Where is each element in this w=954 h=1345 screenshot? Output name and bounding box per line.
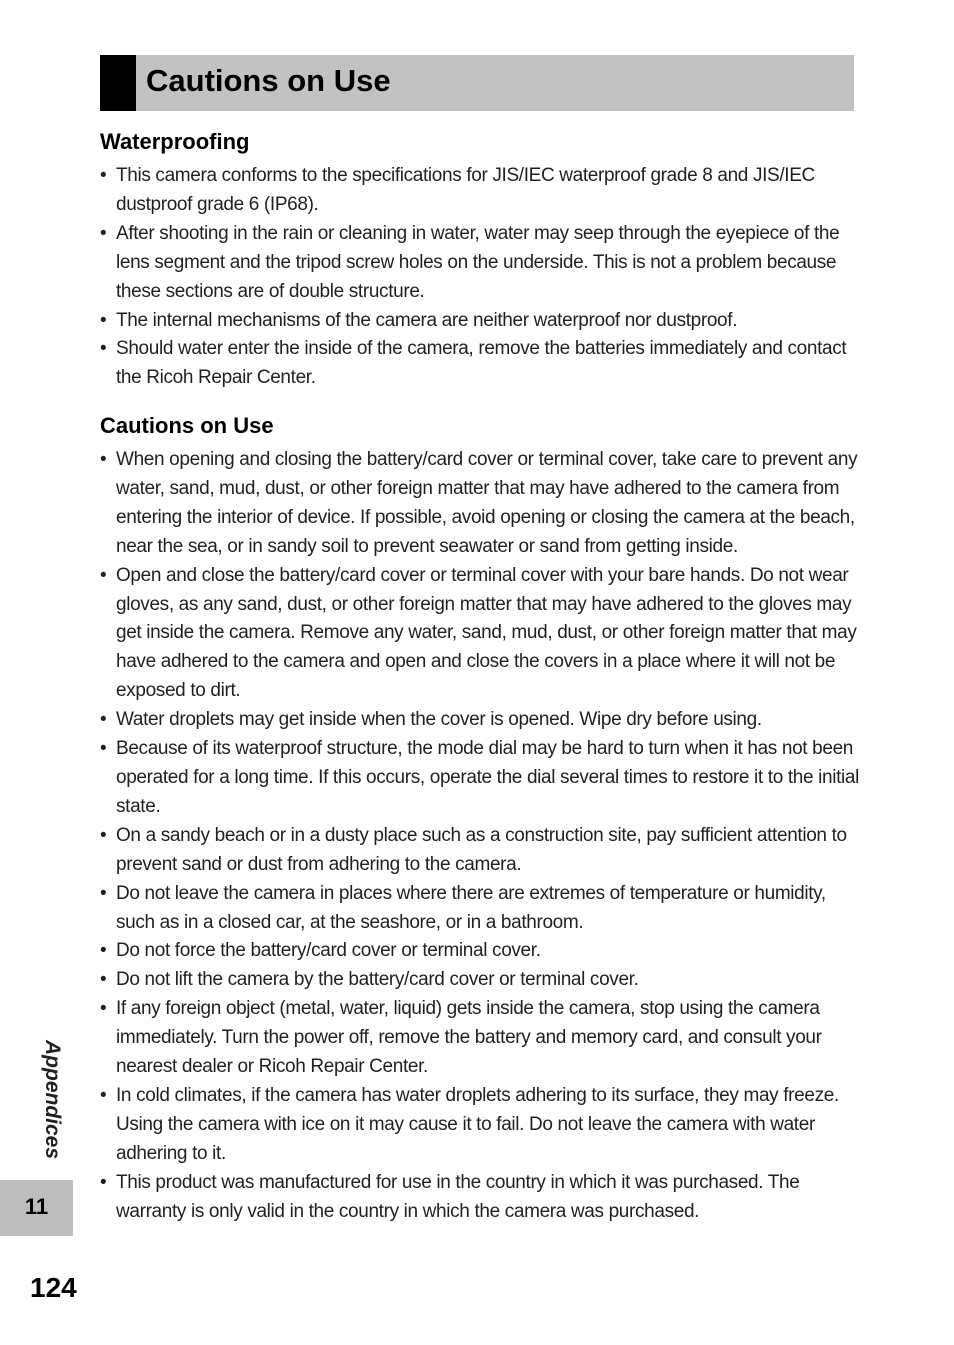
list-item-text: The internal mechanisms of the camera are neither waterproof nor dustproof.: [116, 309, 738, 331]
list-item: • On a sandy beach or in a dusty place such as a construction site, pay sufficient attention to prevent sand or dust from adhering to the camera.: [100, 824, 847, 875]
chapter-name: Appendices: [41, 1040, 64, 1160]
list-item: • Open and close the battery/card cover or terminal cover with your bare hands. Do not wear gloves, as any sand, dust, or other foreign matter that may have adhered to the gloves may get inside the camera. Remove any water, sand, mud, dust, or other foreign matter that may have adhered to the camera and open and close the covers in a place where it will not be exposed to dirt.: [100, 564, 857, 702]
list-item-text: Because of its waterproof structure, the mode dial may be hard to turn when it has not been operated for a long time. If this occurs, operate the dial several times to restore it to the initial state.: [116, 738, 859, 817]
list-item: • This product was manufactured for use in the country in which it was purchased. The warranty is only valid in the country in which the camera was purchased.: [100, 1171, 800, 1222]
list-item: • If any foreign object (metal, water, liquid) gets inside the camera, stop using the camera immediately. Turn the power off, remove the battery and memory card, and consult your nearest dealer or Ricoh Repair Center.: [100, 998, 822, 1078]
list-item-text: This product was manufactured for use in the country in which it was purchased. The warranty is only valid in the country in which the camera was purchased.: [116, 1171, 800, 1222]
list-item-text: If any foreign object (metal, water, liquid) gets inside the camera, stop using the camera immediately. Turn the power off, remove the battery and memory card, and consult your nearest dealer or Ricoh Repair Center.: [116, 998, 822, 1078]
list-item: • The internal mechanisms of the camera are neither waterproof nor dustproof.: [100, 309, 738, 331]
page-number: 124: [30, 1272, 77, 1303]
list-item-text: In cold climates, if the camera has water droplets adhering to its surface, they may freeze. Using the camera with ice on it may cause it to fail. Do not leave the camera with water adhering to it.: [116, 1084, 839, 1164]
list-item-text: Should water enter the inside of the camera, remove the batteries immediately and contact the Ricoh Repair Center.: [116, 338, 847, 389]
section-cautions: [100, 412, 860, 1226]
page-title-bar: [100, 55, 854, 111]
list-item-text: Do not force the battery/card cover or terminal cover.: [116, 940, 541, 962]
list-item: • After shooting in the rain or cleaning in water, water may seep through the eyepiece of the lens segment and the tripod screw holes on the underside. This is not a problem because these sections are of double structure.: [100, 222, 840, 302]
list-item: • In cold climates, if the camera has water droplets adhering to its surface, they may freeze. Using the camera with ice on it may cause it to fail. Do not leave the camera with water adhering to it.: [100, 1084, 839, 1164]
section-heading: Cautions on Use: [100, 413, 274, 438]
list-item-text: Water droplets may get inside when the cover is opened. Wipe dry before using.: [116, 709, 762, 731]
title-marker: [100, 55, 136, 111]
page-title: Cautions on Use: [146, 63, 391, 98]
list-item: • Water droplets may get inside when the cover is opened. Wipe dry before using.: [100, 709, 762, 731]
bullet-list: [100, 162, 860, 393]
chapter-tab: [0, 1180, 73, 1236]
section-heading: Waterproofing: [100, 129, 250, 154]
list-item-text: When opening and closing the battery/card cover or terminal cover, take care to prevent any water, sand, mud, dust, or other foreign matter that may have adhered to the camera from entering the interior of device. If possible, avoid opening or closing the camera at the beach, near the sea, or in sandy soil to prevent seawater or sand from getting inside.: [116, 449, 858, 557]
list-item-text: Open and close the battery/card cover or terminal cover with your bare hands. Do not wear gloves, as any sand, dust, or other foreign matter that may have adhered to the gloves may get inside the camera. Remove any water, sand, mud, dust, or other foreign matter that may have adhered to the camera and open and close the covers in a place where it will not be exposed to dirt.: [116, 564, 857, 702]
list-item-text: Do not lift the camera by the battery/card cover or terminal cover.: [116, 969, 639, 991]
list-item: • Do not leave the camera in places where there are extremes of temperature or humidity, such as in a closed car, at the seashore, or in a bathroom.: [100, 882, 826, 933]
list-item: • When opening and closing the battery/card cover or terminal cover, take care to prevent any water, sand, mud, dust, or other foreign matter that may have adhered to the camera from entering the interior of device. If possible, avoid opening or closing the camera at the beach, near the sea, or in sandy soil to prevent seawater or sand from getting inside.: [100, 449, 858, 557]
list-item-text: This camera conforms to the specifications for JIS/IEC waterproof grade 8 and JIS/IEC dustproof grade 6 (IP68).: [116, 165, 815, 215]
list-item: • Should water enter the inside of the camera, remove the batteries immediately and contact the Ricoh Repair Center.: [100, 338, 847, 389]
list-item-text: Do not leave the camera in places where there are extremes of temperature or humidity, such as in a closed car, at the seashore, or in a bathroom.: [116, 882, 826, 933]
section-waterproofing: [100, 128, 860, 393]
chapter-side-label: [34, 1040, 64, 1165]
list-item: • Do not lift the camera by the battery/card cover or terminal cover.: [100, 969, 639, 991]
list-item-text: On a sandy beach or in a dusty place such as a construction site, pay sufficient attention to prevent sand or dust from adhering to the camera.: [116, 824, 847, 875]
list-item: • Do not force the battery/card cover or terminal cover.: [100, 940, 541, 962]
bullet-list: [100, 446, 860, 1226]
list-item: • This camera conforms to the specifications for JIS/IEC waterproof grade 8 and JIS/IEC dustproof grade 6 (IP68).: [100, 165, 815, 215]
list-item-text: After shooting in the rain or cleaning in water, water may seep through the eyepiece of the lens segment and the tripod screw holes on the underside. This is not a problem because these sections are of double structure.: [116, 222, 840, 302]
chapter-number: 11: [24, 1194, 49, 1219]
list-item: • Because of its waterproof structure, the mode dial may be hard to turn when it has not been operated for a long time. If this occurs, operate the dial several times to restore it to the initial state.: [100, 738, 859, 817]
